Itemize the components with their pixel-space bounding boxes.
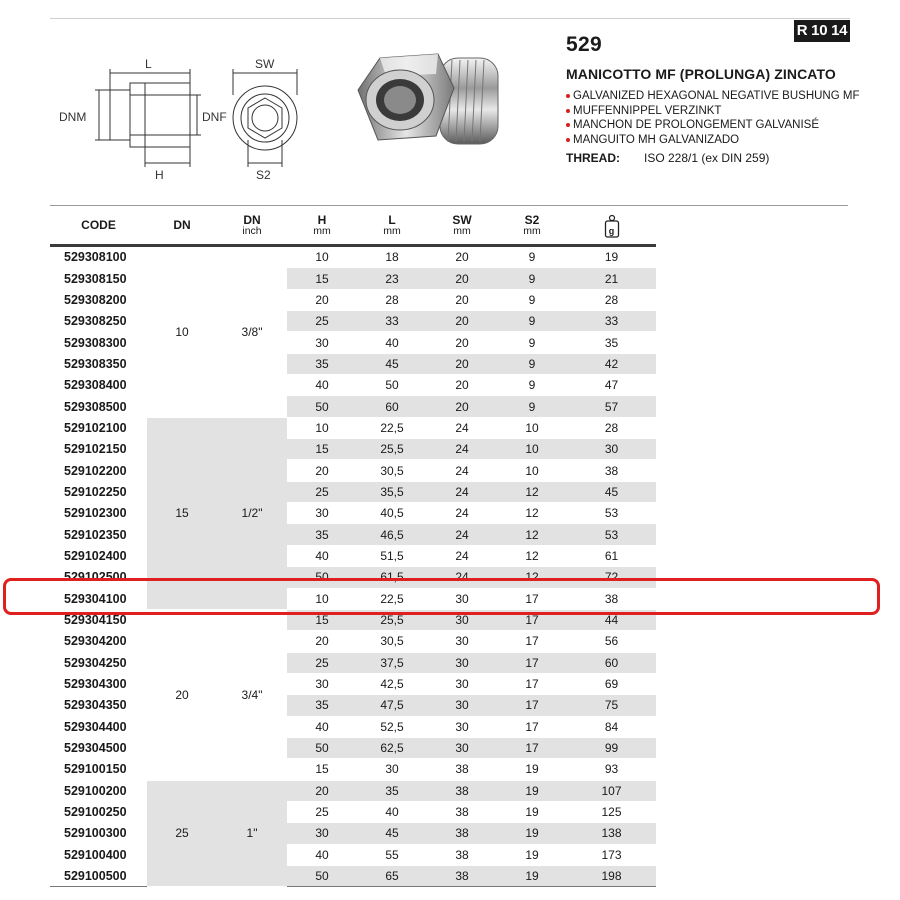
cell-weight: 35 [567,332,656,353]
cell-weight: 61 [567,545,656,566]
table-row [50,652,656,673]
header-label: CODE [81,218,116,232]
cell-h: 30 [287,823,357,844]
table-row [50,396,656,417]
product-number: 529 [566,33,602,56]
cell-weight: 45 [567,481,656,502]
table-row [50,673,656,694]
table-row [50,524,656,545]
table-row [50,844,656,865]
cell-sw: 20 [427,311,497,332]
cell-l: 50 [357,375,427,396]
cell-s2: 17 [497,695,567,716]
header-label: L [388,212,396,227]
table-row [50,801,656,822]
table-row [50,246,656,268]
section-rule [50,205,848,206]
cell-h: 10 [287,417,357,438]
cell-s2: 9 [497,353,567,374]
cell-l: 55 [357,844,427,865]
cell-sw: 30 [427,588,497,609]
header-label: H [317,212,327,227]
cell-weight: 21 [567,268,656,289]
table-row [50,417,656,438]
cell-code: 529102200 [50,460,147,481]
table-row [50,631,656,652]
cell-l: 40 [357,801,427,822]
cell-code: 529308150 [50,268,147,289]
cell-l: 60 [357,396,427,417]
cell-s2: 9 [497,268,567,289]
cell-l: 30 [357,759,427,780]
cell-s2: 19 [497,844,567,865]
cell-h: 10 [287,588,357,609]
cell-s2: 9 [497,311,567,332]
dim-label-dnm: DNM [59,110,87,124]
cell-h: 20 [287,631,357,652]
cell-l: 46,5 [357,524,427,545]
cell-s2: 17 [497,673,567,694]
cell-h: 20 [287,289,357,310]
cell-s2: 17 [497,716,567,737]
cell-code: 529304250 [50,652,147,673]
cell-s2: 10 [497,439,567,460]
table-row [50,268,656,289]
cell-weight: 38 [567,460,656,481]
cell-code: 529304200 [50,631,147,652]
thread-value: ISO 228/1 (ex DIN 259) [644,151,770,165]
description-list [566,89,859,147]
cell-weight: 125 [567,801,656,822]
cell-l: 23 [357,268,427,289]
dim-label-dnf: DNF [202,110,227,124]
cell-h: 50 [287,396,357,417]
cell-s2: 17 [497,737,567,758]
cell-code: 529304350 [50,695,147,716]
cell-weight: 19 [567,246,656,268]
table-row [50,716,656,737]
cell-weight: 47 [567,375,656,396]
product-photo [340,30,530,180]
product-title: MANICOTTO MF (PROLUNGA) ZINCATO [566,66,836,82]
table-row [50,460,656,481]
cell-sw: 24 [427,545,497,566]
cell-s2: 9 [497,396,567,417]
table-row [50,332,656,353]
cell-weight: 84 [567,716,656,737]
cell-code: 529308400 [50,375,147,396]
cell-code: 529308250 [50,311,147,332]
table-row [50,289,656,310]
cell-h: 40 [287,844,357,865]
cell-h: 30 [287,503,357,524]
cell-weight: 30 [567,439,656,460]
cell-h: 40 [287,716,357,737]
cell-h: 35 [287,353,357,374]
cell-code: 529102250 [50,481,147,502]
cell-s2: 9 [497,332,567,353]
cell-l: 18 [357,246,427,268]
cell-code: 529304400 [50,716,147,737]
cell-sw: 24 [427,460,497,481]
cell-l: 51,5 [357,545,427,566]
cell-code: 529308350 [50,353,147,374]
description-item: MANGUITO MH GALVANIZADO [566,133,859,148]
cell-weight: 93 [567,759,656,780]
cell-l: 45 [357,823,427,844]
cell-code: 529308500 [50,396,147,417]
column-header-code [50,207,147,246]
header-unit: mm [453,224,471,237]
cell-code: 529308300 [50,332,147,353]
cell-code: 529100400 [50,844,147,865]
table-row [50,375,656,396]
cell-weight: 57 [567,396,656,417]
cell-weight: 53 [567,524,656,545]
cell-h: 35 [287,524,357,545]
cell-sw: 24 [427,439,497,460]
dim-label-s2: S2 [256,168,271,182]
cell-h: 50 [287,865,357,886]
cell-sw: 38 [427,823,497,844]
cell-sw: 38 [427,865,497,886]
header-unit: mm [523,224,541,237]
technical-drawing [55,55,305,185]
cell-h: 15 [287,759,357,780]
cell-h: 30 [287,332,357,353]
cell-s2: 9 [497,289,567,310]
cell-dn-inch: 1/2" [217,417,287,609]
catalog-badge: R 10 14 [794,20,850,42]
cell-sw: 20 [427,246,497,268]
cell-s2: 19 [497,801,567,822]
cell-weight: 38 [567,588,656,609]
cell-sw: 24 [427,481,497,502]
header-label: S2 [524,212,540,227]
cell-sw: 24 [427,524,497,545]
cell-sw: 30 [427,652,497,673]
description-item: GALVANIZED HEXAGONAL NEGATIVE BUSHUNG MF [566,89,859,104]
cell-l: 37,5 [357,652,427,673]
cell-l: 30,5 [357,631,427,652]
cell-weight: 72 [567,567,656,588]
cell-l: 22,5 [357,417,427,438]
cell-sw: 38 [427,780,497,801]
cell-s2: 9 [497,375,567,396]
cell-l: 61,5 [357,567,427,588]
cell-code: 529304500 [50,737,147,758]
thread-label: THREAD: [566,151,620,165]
column-header-h [287,207,357,246]
cell-h: 10 [287,246,357,268]
cell-l: 47,5 [357,695,427,716]
cell-code: 529100500 [50,865,147,886]
cell-s2: 17 [497,631,567,652]
header-unit: mm [383,224,401,237]
cell-dn-inch: 3/4" [217,609,287,780]
cell-weight: 56 [567,631,656,652]
cell-s2: 12 [497,567,567,588]
cell-sw: 20 [427,396,497,417]
cell-sw: 38 [427,801,497,822]
dim-label-l: L [145,57,152,71]
cell-code: 529102500 [50,567,147,588]
table-row [50,695,656,716]
cell-l: 52,5 [357,716,427,737]
table-row [50,353,656,374]
cell-h: 25 [287,481,357,502]
cell-sw: 20 [427,332,497,353]
cell-s2: 10 [497,417,567,438]
cell-l: 30,5 [357,460,427,481]
cell-s2: 9 [497,246,567,268]
table-row [50,503,656,524]
cell-s2: 12 [497,524,567,545]
cell-code: 529308200 [50,289,147,310]
cell-sw: 30 [427,631,497,652]
header-unit: mm [313,224,331,237]
cell-dn: 20 [147,609,217,780]
cell-s2: 19 [497,865,567,886]
header-row [50,207,656,246]
cell-l: 25,5 [357,609,427,630]
cell-dn: 10 [147,246,217,418]
table-row [50,481,656,502]
thread-spec [566,151,769,165]
cell-code: 529304100 [50,588,147,609]
cell-sw: 20 [427,375,497,396]
cell-h: 25 [287,801,357,822]
cell-s2: 19 [497,823,567,844]
cell-weight: 107 [567,780,656,801]
cell-weight: 198 [567,865,656,886]
cell-h: 20 [287,460,357,481]
cell-l: 33 [357,311,427,332]
table-row [50,759,656,780]
table-row [50,780,656,801]
cell-l: 42,5 [357,673,427,694]
dim-label-sw: SW [255,57,275,71]
cell-weight: 75 [567,695,656,716]
cell-h: 15 [287,609,357,630]
cell-weight: 28 [567,417,656,438]
cell-weight: 138 [567,823,656,844]
cell-s2: 12 [497,503,567,524]
cell-code: 529100150 [50,759,147,780]
cell-l: 35,5 [357,481,427,502]
cell-s2: 19 [497,759,567,780]
cell-sw: 20 [427,268,497,289]
cell-l: 65 [357,865,427,886]
cell-l: 28 [357,289,427,310]
cell-code: 529102350 [50,524,147,545]
cell-s2: 17 [497,588,567,609]
cell-sw: 30 [427,695,497,716]
description-item: MUFFENNIPPEL VERZINKT [566,104,859,119]
cell-sw: 24 [427,567,497,588]
weight-unit: g [608,226,615,236]
cell-h: 15 [287,268,357,289]
cell-dn: 25 [147,780,217,887]
cell-sw: 38 [427,844,497,865]
cell-h: 50 [287,567,357,588]
cell-code: 529100250 [50,801,147,822]
cell-weight: 44 [567,609,656,630]
cell-l: 35 [357,780,427,801]
cell-h: 15 [287,439,357,460]
top-rule [50,18,850,19]
table-row [50,311,656,332]
cell-code: 529102100 [50,417,147,438]
cell-weight: 33 [567,311,656,332]
cell-h: 50 [287,737,357,758]
cell-l: 45 [357,353,427,374]
cell-code: 529304150 [50,609,147,630]
table-row [50,737,656,758]
column-header-dn-inch [217,207,287,246]
dim-label-h: H [155,168,164,182]
cell-s2: 17 [497,609,567,630]
cell-h: 40 [287,545,357,566]
cell-sw: 30 [427,737,497,758]
cell-code: 529304300 [50,673,147,694]
cell-sw: 20 [427,353,497,374]
column-header-s2 [497,207,567,246]
cell-code: 529308100 [50,246,147,268]
cell-l: 40,5 [357,503,427,524]
table-row [50,823,656,844]
specification-table [50,207,656,887]
cell-dn: 15 [147,417,217,609]
cell-h: 40 [287,375,357,396]
cell-s2: 12 [497,545,567,566]
cell-weight: 42 [567,353,656,374]
cell-weight: 99 [567,737,656,758]
column-header-dn [147,207,217,246]
cell-code: 529100300 [50,823,147,844]
cell-l: 40 [357,332,427,353]
column-header-l [357,207,427,246]
description-item: MANCHON DE PROLONGEMENT GALVANISÉ [566,118,859,133]
cell-sw: 24 [427,417,497,438]
cell-code: 529102400 [50,545,147,566]
cell-code: 529102300 [50,503,147,524]
cell-s2: 19 [497,780,567,801]
cell-weight: 60 [567,652,656,673]
cell-dn-inch: 3/8" [217,246,287,418]
cell-sw: 30 [427,673,497,694]
cell-code: 529100200 [50,780,147,801]
cell-l: 25,5 [357,439,427,460]
cell-weight: 69 [567,673,656,694]
cell-h: 25 [287,311,357,332]
cell-sw: 20 [427,289,497,310]
cell-s2: 10 [497,460,567,481]
cell-s2: 12 [497,481,567,502]
cell-h: 25 [287,652,357,673]
column-header-weight [567,207,656,246]
header-label: SW [452,212,472,227]
cell-h: 30 [287,673,357,694]
cell-weight: 173 [567,844,656,865]
cell-l: 62,5 [357,737,427,758]
table-row [50,865,656,886]
cell-weight: 28 [567,289,656,310]
cell-sw: 24 [427,503,497,524]
cell-sw: 38 [427,759,497,780]
cell-code: 529102150 [50,439,147,460]
cell-l: 22,5 [357,588,427,609]
header-label: DN [243,212,261,227]
row-highlight-box [3,578,880,615]
cell-dn-inch: 1" [217,780,287,887]
cell-s2: 17 [497,652,567,673]
cell-h: 35 [287,695,357,716]
cell-weight: 53 [567,503,656,524]
column-header-sw [427,207,497,246]
table-row [50,545,656,566]
header-unit: inch [242,224,262,237]
cell-sw: 30 [427,716,497,737]
header-label: DN [173,218,191,232]
table-row [50,439,656,460]
cell-sw: 30 [427,609,497,630]
cell-h: 20 [287,780,357,801]
